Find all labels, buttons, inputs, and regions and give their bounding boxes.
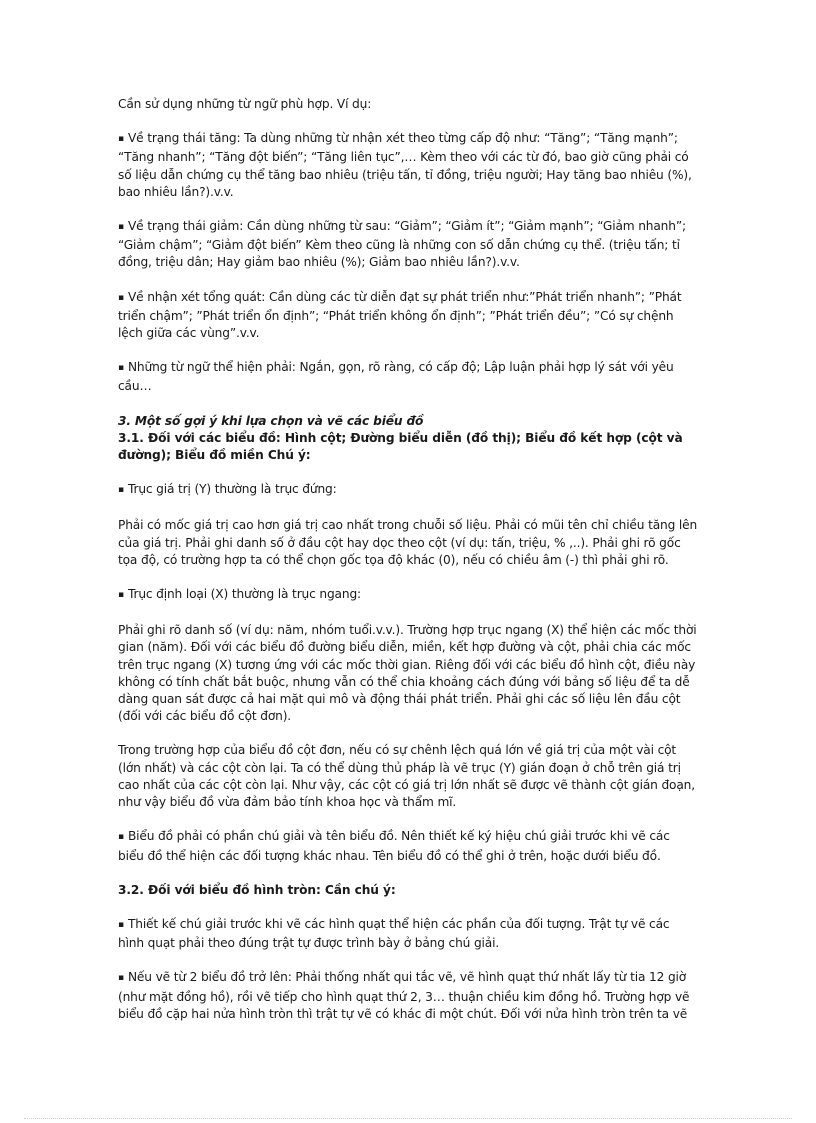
paragraph-text: Trục giá trị (Y) thường là trục đứng: xyxy=(127,482,337,497)
bullet-icon: ▪ xyxy=(118,919,124,930)
bullet-icon: ▪ xyxy=(118,485,124,496)
paragraph-wording xyxy=(118,359,698,395)
paragraph-y-axis-detail: Phải có mốc giá trị cao hơn giá trị cao nhất trong chuỗi số liệu. Phải có mũi tên chỉ chiều tăng lên của giá trị. Phải ghi danh số ở đầu cột hay dọc theo cột (ví dụ: tấn, triệu, % ,..). Phải ghi rõ gốc tọa độ, có trường hợp ta có thể chọn gốc tọa độ khác (0), nếu có chiều âm (-) thì phải ghi rõ. xyxy=(118,518,698,567)
paragraph-pie-legend xyxy=(118,916,698,952)
subsection-heading-3-1: 3.1. Đối với các biểu đồ: Hình cột; Đường biểu diễn (đồ thị); Biểu đồ kết hợp (cột và đường); Biểu đồ miền Chú ý: xyxy=(118,430,683,463)
bullet-icon: ▪ xyxy=(118,590,124,601)
bullet-icon: ▪ xyxy=(118,832,124,843)
page-bottom-rule xyxy=(24,1118,792,1119)
bullet-icon: ▪ xyxy=(118,973,124,984)
section-heading-3: 3. Một số gợi ý khi lựa chọn và vẽ các biểu đồ xyxy=(118,413,424,428)
bullet-icon: ▪ xyxy=(118,134,124,145)
paragraph-text: Về nhận xét tổng quát: Cần dùng các từ diễn đạt sự phát triển như:”Phát triển nhanh”; ”Phát triển chậm”; ”Phát triển ổn định”; “Phát triển không ổn định”; ”Phát triển đều”; ”Có sự chệnh lệch giữa các vùng”.v.v. xyxy=(118,289,682,341)
paragraph-text: Thiết kế chú giải trước khi vẽ các hình quạt thể hiện các phần của đối tượng. Trật tự vẽ các hình quạt phải theo đúng trật tự được trình bày ở bảng chú giải. xyxy=(118,916,670,951)
paragraph-text: Về trạng thái tăng: Ta dùng những từ nhận xét theo từng cấp độ như: “Tăng”; “Tăng mạnh”; “Tăng nhanh”; “Tăng đột biến”; “Tăng liên tục”,… Kèm theo với các từ đó, bao giờ cũng phải có số liệu dẫn chứng cụ thể tăng bao nhiêu (triệu tấn, tỉ đồng, triệu người; Hay tăng bao nhiêu (%), bao nhiêu lần?).v.v. xyxy=(118,131,692,199)
paragraph-text: Những từ ngữ thể hiện phải: Ngắn, gọn, rõ ràng, có cấp độ; Lập luận phải hợp lý sát với yêu cầu… xyxy=(118,360,674,394)
bullet-icon: ▪ xyxy=(118,292,124,303)
paragraph-x-axis-detail: Phải ghi rõ danh số (ví dụ: năm, nhóm tuổi.v.v.). Trường hợp trục ngang (X) thể hiện các mốc thời gian (năm). Đối với các biểu đồ đường biểu diễn, miền, kết hợp đường và cột, phải chia các mốc trên trục ngang (X) tương ứng với các mốc thời gian. Riêng đối với các biểu đồ hình cột, điều này không có tính chất bắt buộc, nhưng vẫn có thể chia khoảng cách đúng với bảng số liệu để ta dễ dàng quan sát được cả hai mặt qui mô và động thái phát triển. Phải ghi các số liệu lên đầu cột (đối với các biểu đồ cột đơn). xyxy=(118,623,697,724)
paragraph-text: Về trạng thái giảm: Cần dùng những từ sau: “Giảm”; “Giảm ít”; “Giảm mạnh”; “Giảm nhanh”; “Giảm chậm”; “Giảm đột biến” Kèm theo cũng là những con số dẫn chứng cụ thể. (triệu tấn; tỉ đồng, triệu dân; Hay giảm bao nhiêu (%); Giảm bao nhiêu lần?).v.v. xyxy=(118,219,686,270)
paragraph-general xyxy=(118,289,698,343)
paragraph-intro: Cần sử dụng những từ ngữ phù hợp. Ví dụ: xyxy=(118,97,372,111)
paragraph-text: Biểu đồ phải có phần chú giải và tên biểu đồ. Nên thiết kế ký hiệu chú giải trước khi vẽ các biểu đồ thể hiện các đối tượng khác nhau. Tên biểu đồ có thể ghi ở trên, hoặc dưới biểu đồ. xyxy=(118,829,670,863)
paragraph-text: Nếu vẽ từ 2 biểu đồ trở lên: Phải thống nhất qui tắc vẽ, vẽ hình quạt thứ nhất lấy từ tia 12 giờ (như mặt đồng hồ), rồi vẽ tiếp cho hình quạt thứ 2, 3… thuận chiều kim đồng hồ. Trường hợp vẽ biểu đồ cặp hai nửa hình tròn thì trật tự vẽ có khác đi một chút. Đối với nửa hình tròn trên ta vẽ xyxy=(118,970,690,1021)
document-page xyxy=(118,96,698,1023)
paragraph-legend xyxy=(118,828,698,864)
bullet-icon: ▪ xyxy=(118,363,124,374)
paragraph-text: Trục định loại (X) thường là trục ngang: xyxy=(127,587,361,602)
paragraph-pie-order xyxy=(118,969,698,1023)
paragraph-y-axis xyxy=(118,481,698,500)
bullet-icon: ▪ xyxy=(118,222,124,233)
subsection-heading-3-2: 3.2. Đối với biểu đồ hình tròn: Cần chú ý: xyxy=(118,882,396,897)
paragraph-decrease xyxy=(118,218,698,272)
paragraph-single-bar: Trong trường hợp của biểu đồ cột đơn, nếu có sự chênh lệch quá lớn về giá trị của một vài cột (lớn nhất) và các cột còn lại. Ta có thể dùng thủ pháp là vẽ trục (Y) gián đoạn ở chỗ trên giá trị cao nhất của các cột còn lại. Như vậy, các cột có giá trị lớn nhất sẽ được vẽ thành cột gián đoạn, như vậy biểu đồ vừa đảm bảo tính khoa học và thẩm mĩ. xyxy=(118,743,695,810)
paragraph-x-axis xyxy=(118,586,698,605)
paragraph-increase xyxy=(118,130,698,201)
